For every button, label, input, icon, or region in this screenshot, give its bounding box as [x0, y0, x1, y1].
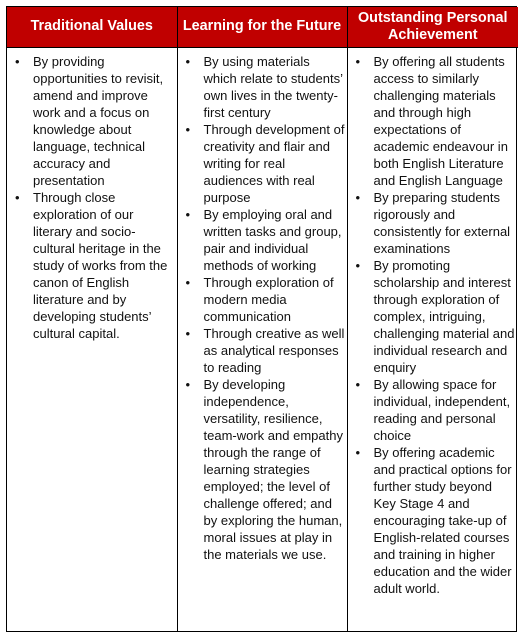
list-item — [182, 274, 345, 325]
header-outstanding-personal-achievement: Outstanding Personal Achievement — [347, 7, 518, 47]
bullet-icon: • — [185, 325, 191, 341]
bullet-list — [182, 53, 345, 563]
bullet-icon: • — [185, 53, 191, 69]
bullet-icon: • — [355, 444, 361, 460]
content-row — [7, 47, 518, 631]
list-item-text: By promoting scholarship and interest through exploration of complex, intriguing, challenging material and individual research and enquiry — [373, 257, 515, 375]
list-item-text: By offering academic and practical options for further study beyond Key Stage 4 and encouraging take-up of English-related courses and training in higher education and the wider adult world. — [373, 444, 512, 596]
header-learning-for-the-future: Learning for the Future — [177, 7, 347, 47]
list-item — [352, 189, 517, 257]
list-item-text: Through close exploration of our literary and socio-cultural heritage in the study of works from the canon of English literature and by developing students’ cultural capital. — [33, 189, 168, 341]
header-traditional-values: Traditional Values — [7, 7, 177, 47]
bullet-icon: • — [355, 376, 361, 392]
list-item — [182, 376, 345, 563]
bullet-icon: • — [355, 257, 361, 273]
list-item — [182, 121, 345, 206]
bullet-icon: • — [355, 189, 361, 205]
list-item — [352, 53, 517, 189]
list-item — [352, 376, 517, 444]
list-item-text: Through exploration of modern media communication — [203, 274, 334, 324]
list-item — [352, 257, 517, 376]
list-item-text: By developing independence, versatility, resilience, team-work and empathy through the range of learning strategies employed; the level of challenge offered; and by exploring the human, moral issues at play in the materials we use. — [203, 376, 343, 562]
values-table — [6, 6, 517, 632]
list-item — [11, 53, 175, 189]
bullet-icon: • — [355, 53, 361, 69]
bullet-icon: • — [185, 274, 191, 290]
list-item-text: By offering all students access to similarly challenging materials and through high expectations of academic endeavour in both English Literature and English Language — [373, 53, 508, 188]
list-item-text: By employing oral and written tasks and group, pair and individual methods of working — [203, 206, 342, 273]
list-item — [182, 206, 345, 274]
bullet-icon: • — [185, 121, 191, 137]
column-outstanding-personal-achievement — [347, 47, 518, 631]
column-traditional-values — [7, 47, 177, 631]
list-item-text: By allowing space for individual, independent, reading and personal choice — [373, 376, 511, 443]
list-item-text: Through development of creativity and flair and writing for real audiences with real purpose — [203, 121, 345, 205]
list-item-text: Through creative as well as analytical responses to reading — [203, 325, 345, 375]
list-item — [182, 325, 345, 376]
list-item — [182, 53, 345, 121]
bullet-list — [11, 53, 175, 342]
list-item-text: By preparing students rigorously and consistently for external examinations — [373, 189, 511, 256]
list-item-text: By providing opportunities to revisit, amend and improve work and a focus on knowledge about language, technical accuracy and presentation — [33, 53, 164, 188]
list-item-text: By using materials which relate to students’ own lives in the twenty-first century — [203, 53, 343, 120]
bullet-list — [352, 53, 517, 597]
list-item — [352, 444, 517, 597]
bullet-icon: • — [185, 376, 191, 392]
list-item — [11, 189, 175, 342]
values-table-grid — [7, 7, 518, 631]
bullet-icon: • — [15, 189, 20, 205]
bullet-icon: • — [15, 53, 20, 69]
bullet-icon: • — [185, 206, 191, 222]
column-learning-for-the-future — [177, 47, 347, 631]
header-row — [7, 7, 518, 47]
